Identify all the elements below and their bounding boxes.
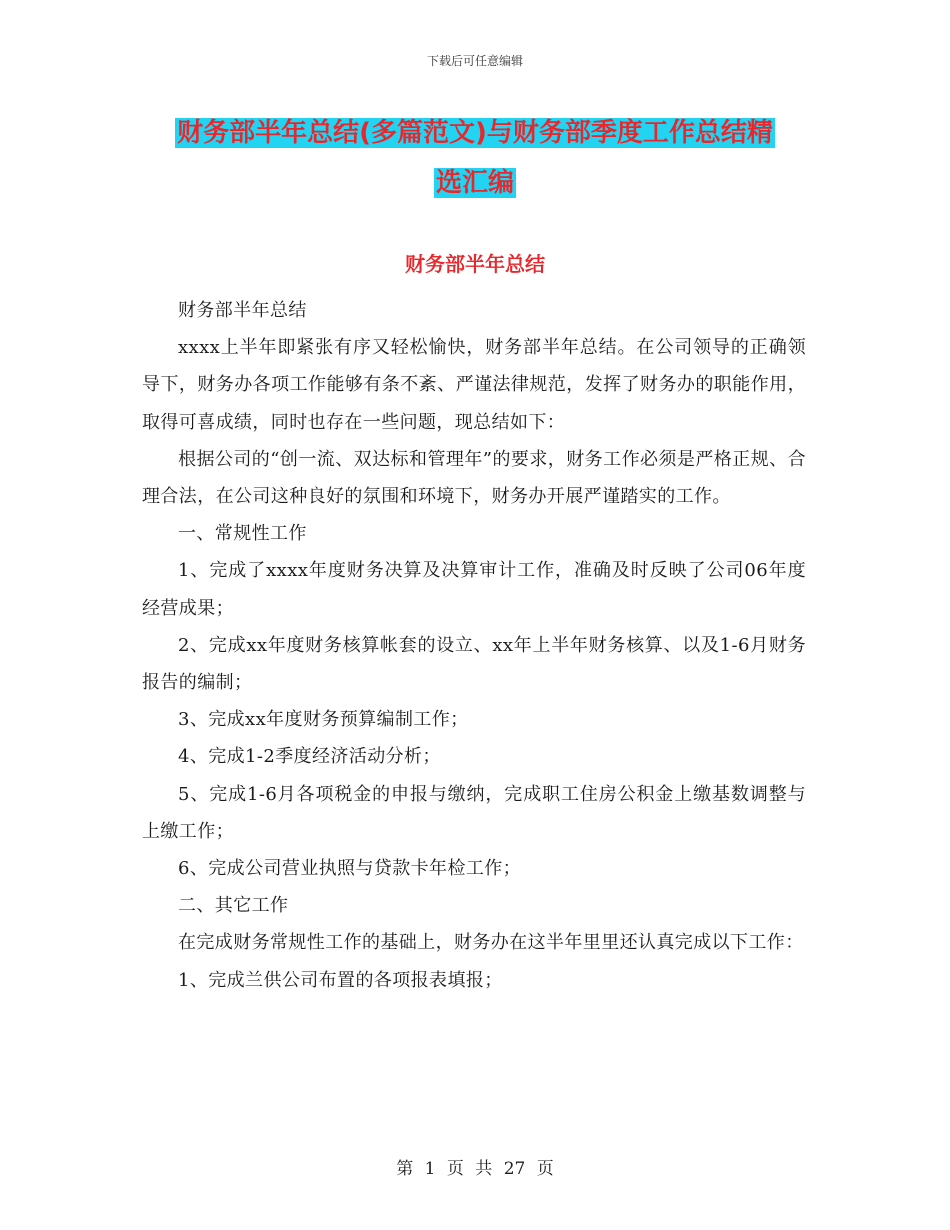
body-text [142,292,806,999]
paragraph: 1、完成了xxxx年度财务决算及决算审计工作，准确及时反映了公司06年度经营成果； [142,560,806,619]
document-title [140,108,810,208]
paragraph: xxxx上半年即紧张有序又轻松愉快，财务部半年总结。在公司领导的正确领导下，财务办各项工作能够有条不紊、严谨法律规范，发挥了财务办的职能作用，取得可喜成绩，同时也存在一些问题，现总结如下： [142,337,806,433]
paragraph: 6、完成公司营业执照与贷款卡年检工作； [178,858,522,880]
paragraph: 4、完成1-2季度经济活动分析； [178,746,441,768]
page-footer: 第 1 页 共 27 页 [396,1159,554,1179]
paragraph: 一、常规性工作 [178,523,307,545]
document-title-line-1: 财务部半年总结(多篇范文)与财务部季度工作总结精 [177,118,773,148]
paragraph: 财务部半年总结 [178,300,307,321]
paragraph: 在完成财务常规性工作的基础上，财务办在这半年里里还认真完成以下工作： [178,932,804,954]
header-note: 下载后可任意编辑 [426,54,523,68]
paragraph: 1、完成兰供公司布置的各项报表填报； [178,969,503,991]
section-title: 财务部半年总结 [405,252,545,276]
paragraph: 根据公司的“创一流、双达标和管理年”的要求，财务工作必须是严格正规、合理合法，在公司这种良好的氛围和环境下，财务办开展严谨踏实的工作。 [142,448,806,508]
paragraph: 2、完成xx年度财务核算帐套的设立、xx年上半年财务核算、以及1-6月财务报告的编制； [142,634,806,694]
paragraph: 3、完成xx年度财务预算编制工作； [178,709,469,731]
paragraph: 二、其它工作 [178,895,289,917]
paragraph: 5、完成1-6月各项税金的申报与缴纳，完成职工住房公积金上缴基数调整与上缴工作； [142,783,806,842]
document-title-line-2: 选汇编 [435,168,514,198]
